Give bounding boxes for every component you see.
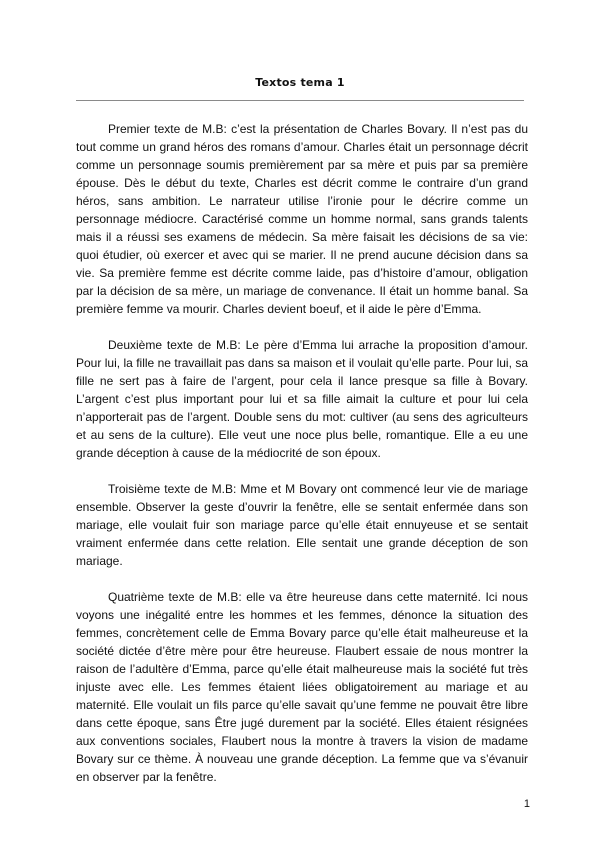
title-divider <box>76 100 524 101</box>
paragraph-1: Premier texte de M.B: c’est la présentation de Charles Bovary. Il n’est pas du tout comme un grand héros des romans d’amour. Charles était un personnage décrit comme un personnage soumis premièrement par sa mère et puis par sa première épouse. Dès le début du texte, Charles est décrit comme le contraire d’un grand héros, sans ambition. Le narrateur utilise l’ironie pour le décrire comme un personnage médiocre. Caractérisé comme un homme normal, sans grands talents mais il a réussi ses examens de médecin. Sa mère faisait les décisions de sa vie: quoi étudier, où exercer et avec qui se marier. Il ne prend aucune décision dans sa vie. Sa première femme est décrite comme laide, pas d’histoire d’amour, obligation par la décision de sa mère, un mariage de convenance. Il était un homme banal. Sa première femme va mourir. Charles devient boeuf, et il aide le père d’Emma. <box>76 122 528 316</box>
document-body <box>76 120 528 804</box>
page-number: 1 <box>523 798 530 810</box>
paragraph-3: Troisième texte de M.B: Mme et M Bovary ont commencé leur vie de mariage ensemble. Observer la geste d’ouvrir la fenêtre, elle se sentait enfermée dans son mariage, elle voulait fuir son mariage parce qu’elle était ennuyeuse et se sentait vraiment enfermée dans cette relation. Elle sentait une grande déception de son mariage. <box>76 482 528 568</box>
paragraph-4: Quatrième texte de M.B: elle va être heureuse dans cette maternité. Ici nous voyons une inégalité entre les hommes et les femmes, dénonce la situation des femmes, concrètement celle de Emma Bovary parce qu’elle était malheureuse et la société dictée d’être mère pour être heureuse. Flaubert essaie de nous montrer la raison de l’adultère d’Emma, parce qu’elle était malheureuse mais la société fut très injuste avec elle. Les femmes étaient liées obligatoirement au mariage et au maternité. Elle voulait un fils parce qu’elle savait qu’une femme ne pouvait être libre dans cette époque, sans Être jugé durement par la société. Elles étaient résignées aux conventions sociales, Flaubert nous la montre à travers la vision de madame Bovary sur ce thème. À nouveau une grande déception. La femme que va s’évanuir en observer par la fenêtre. <box>76 590 528 784</box>
paragraph-2: Deuxième texte de M.B: Le père d’Emma lui arrache la proposition d’amour. Pour lui, la fille ne travaillait pas dans sa maison et il voulait qu’elle parte. Pour lui, sa fille ne sert pas à faire de l’argent, pour cela il lance presque sa fille à Bovary. L’argent c’est plus important pour lui et sa fille aimait la culture et pour lui cela n’apporterait pas de l’argent. Double sens du mot: cultiver (au sens des agriculteurs et au sens de la culture). Elle veut une noce plus belle, romantique. Elle a eu une grande déception à cause de la médiocrité de son époux. <box>76 338 528 460</box>
page-title: Textos tema 1 <box>255 76 345 89</box>
